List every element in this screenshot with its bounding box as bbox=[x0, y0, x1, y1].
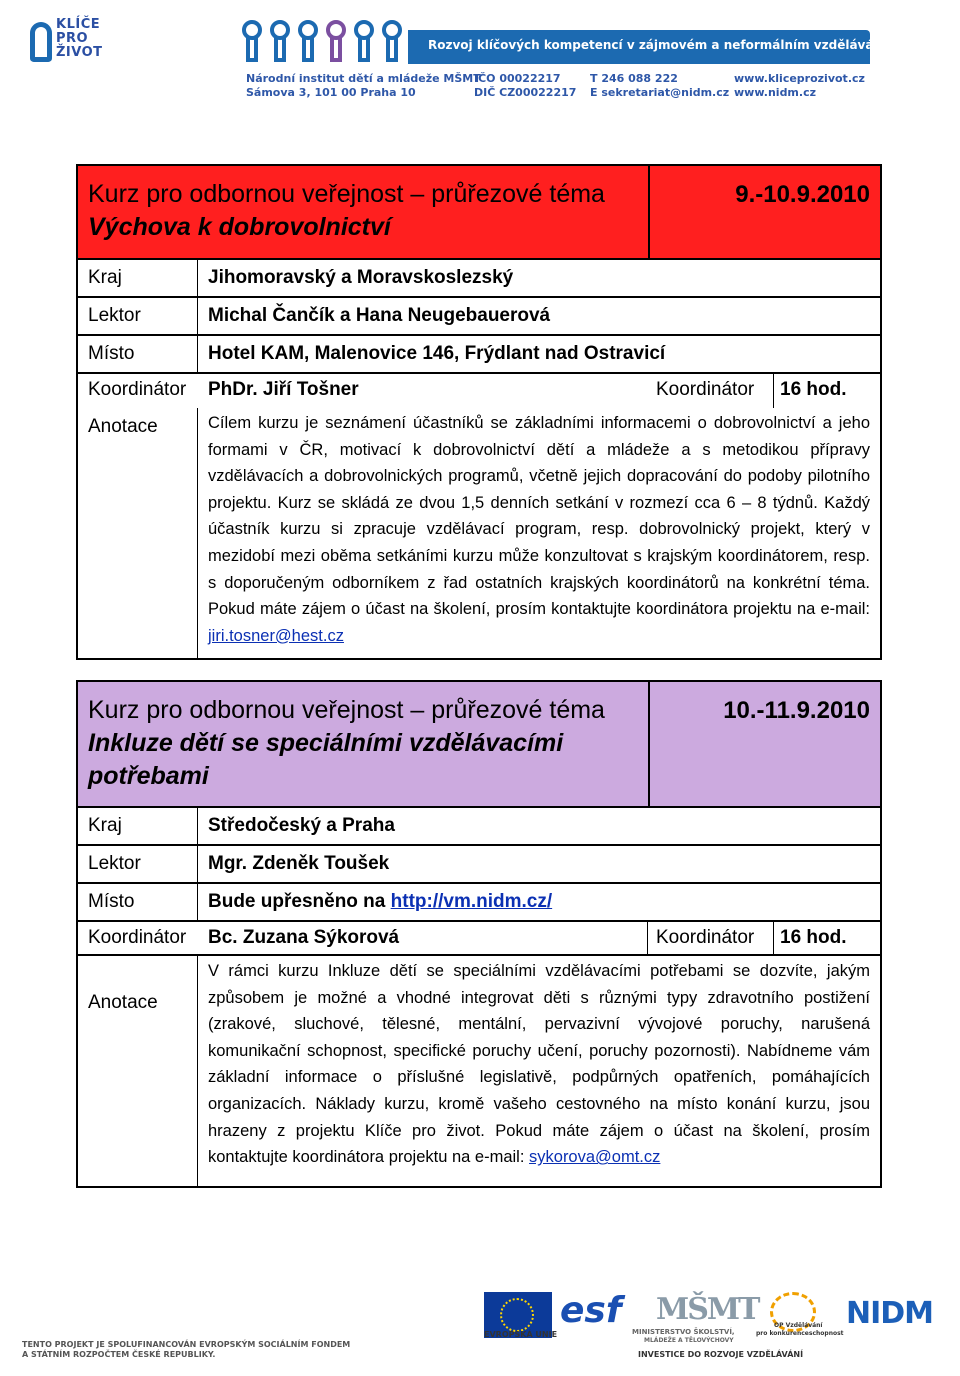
kraj-value: Jihomoravský a Moravskoslezský bbox=[208, 267, 514, 288]
esf-logo: esf bbox=[560, 1290, 622, 1331]
koordinator-value: PhDr. Jiří Tošner bbox=[208, 379, 359, 400]
footer-text bbox=[22, 1340, 350, 1360]
kraj-label: Kraj bbox=[78, 808, 198, 844]
course-date: 9.-10.9.2010 bbox=[735, 181, 870, 208]
figure-icon bbox=[240, 20, 264, 64]
course-title-line2: Výchova k dobrovolnictví bbox=[88, 213, 391, 241]
lektor-row bbox=[78, 298, 880, 336]
course-table bbox=[76, 680, 882, 1188]
info-line: IČO 00022217 bbox=[474, 72, 561, 85]
op-label-1: OP Vzdělávání bbox=[774, 1322, 823, 1329]
anotace-row bbox=[78, 408, 880, 658]
msmt-label-1: MINISTERSTVO ŠKOLSTVÍ, bbox=[632, 1328, 735, 1336]
lektor-value: Michal Čančík a Hana Neugebauerová bbox=[208, 305, 551, 326]
course-date: 10.-11.9.2010 bbox=[723, 697, 870, 724]
lektor-label: Lektor bbox=[78, 846, 198, 882]
koordinator-row bbox=[78, 922, 880, 956]
course-title-line1: Kurz pro odbornou veřejnost – průřezové téma bbox=[88, 180, 605, 208]
footer-line: A STÁTNÍM ROZPOČTEM ČESKÉ REPUBLIKY. bbox=[22, 1350, 216, 1359]
banner-text: Rozvoj klíčových kompetencí v zájmovém a neformálním vzdělávání bbox=[428, 38, 887, 52]
anotace-row bbox=[78, 956, 880, 1186]
koordinator-label: Koordinátor bbox=[88, 927, 187, 948]
info-line: www.kliceprozivot.cz bbox=[734, 72, 865, 85]
email-link[interactable]: sykorova@omt.cz bbox=[529, 1148, 661, 1167]
header-banner bbox=[408, 30, 887, 64]
course-title-line2: Inkluze dětí se speciálními vzdělávacími potřebami bbox=[88, 729, 564, 790]
course-title bbox=[78, 682, 650, 806]
figure-icon bbox=[268, 20, 292, 64]
invest-label: INVESTICE DO ROZVOJE VZDĚLÁVÁNÍ bbox=[638, 1350, 804, 1359]
course-table bbox=[76, 164, 882, 660]
footer-line: TENTO PROJEKT JE SPOLUFINANCOVÁN EVROPSKÝM SOCIÁLNÍM FONDEM bbox=[22, 1340, 351, 1349]
kraj-value: Středočeský a Praha bbox=[208, 815, 395, 836]
kraj-label: Kraj bbox=[78, 260, 198, 296]
kraj-row bbox=[78, 808, 880, 846]
misto-value: Hotel KAM, Malenovice 146, Frýdlant nad Ostravicí bbox=[208, 343, 666, 364]
anotace-body: V rámci kurzu Inkluze dětí se speciálními vzdělávacími potřebami se dozvíte, jakým způsobem je možné a vhodné integrovat děti s různými typy zdravotního postižení (zrakové, sluchové, tělesné, mentální, pervazivní vývojové poruchy, narušená komunikační schopnost, specifické poruchy učení, poruchy pozornosti). Nabídneme vám základní informace o příslušné legislativě, podpůrných opatřeních, pomáhajících organizacích. Náklady kurzu, kromě vašeho cestovného na místo konání kurzu, jsou hrazeny z projektu Klíče pro život. Pokud máte zájem o účast na školení, prosím kontaktujte koordinátora projektu na e-mail: bbox=[208, 962, 870, 1167]
koordinator-label-2: Koordinátor bbox=[648, 374, 774, 408]
key-icon bbox=[30, 22, 52, 62]
anotace-label: Anotace bbox=[78, 408, 198, 658]
course-title-line1: Kurz pro odbornou veřejnost – průřezové téma bbox=[88, 696, 605, 724]
misto-text: Bude upřesněno na bbox=[208, 891, 391, 912]
eu-label: EVROPSKÁ UNIE bbox=[484, 1330, 558, 1339]
koordinator-label-2: Koordinátor bbox=[648, 922, 774, 954]
figure-icon bbox=[296, 20, 320, 64]
msmt-label-2: MLÁDEŽE A TĚLOVÝCHOVY bbox=[644, 1337, 734, 1344]
lektor-value: Mgr. Zdeněk Toušek bbox=[208, 853, 390, 874]
logo-line: KLÍČE bbox=[56, 17, 101, 32]
info-line: E sekretariat@nidm.cz bbox=[590, 86, 730, 99]
info-line: Národní institut dětí a mládeže MŠMT bbox=[246, 72, 481, 85]
logo-line: PRO bbox=[56, 31, 89, 46]
key-figures-logo bbox=[240, 20, 410, 64]
hours-value: 16 hod. bbox=[780, 379, 847, 400]
email-link[interactable]: jiri.tosner@hest.cz bbox=[208, 626, 344, 645]
figure-icon bbox=[324, 20, 348, 64]
lektor-row bbox=[78, 846, 880, 884]
course-title-row bbox=[78, 166, 880, 260]
figure-icon bbox=[352, 20, 376, 64]
lektor-label: Lektor bbox=[78, 298, 198, 334]
figure-icon bbox=[380, 20, 404, 64]
info-line: T 246 088 222 bbox=[590, 72, 678, 85]
misto-label: Místo bbox=[78, 884, 198, 920]
page-header bbox=[0, 0, 960, 110]
misto-row bbox=[78, 336, 880, 374]
info-line: DIČ CZ00022217 bbox=[474, 86, 577, 99]
nidm-logo: NIDM bbox=[846, 1296, 934, 1331]
kraj-row bbox=[78, 260, 880, 298]
kp-logo bbox=[30, 17, 103, 66]
course-title-row bbox=[78, 682, 880, 808]
misto-row bbox=[78, 884, 880, 922]
header-info-col3 bbox=[590, 72, 729, 100]
anotace-body: Cílem kurzu je seznámení účastníků se základními informacemi o dobrovolnictví a jeho formami v ČR, motivací k dobrovolnictví dětí a mládeže a s metodikou přípravy vzdělávacích a dobrovolnických programů, včetně jejich dopracování do podoby pilotního projektu. Kurz se skládá ze dvou 1,5 denních setkání v rozmezí cca 6 – 8 týdnů. Každý účastník kurzu si zpracuje vzdělávací program, resp. dobrovolnický projekt, který v mezidobí mezi oběma setkáními kurzu může konzultovat s krajským koordinátorem, resp. s doporučeným odborníkem z řad ostatních krajských koordinátorů na konkrétní téma. Pokud máte zájem o účast na školení, prosím kontaktujte koordinátora projektu na e-mail: bbox=[208, 414, 870, 619]
op-label-2: pro konkurenceschopnost bbox=[756, 1330, 844, 1337]
anotace-text bbox=[198, 956, 880, 1186]
koordinator-value: Bc. Zuzana Sýkorová bbox=[198, 922, 648, 954]
koordinator-label: Koordinátor bbox=[88, 379, 187, 400]
misto-label: Místo bbox=[78, 336, 198, 372]
logo-line: ŽIVOT bbox=[56, 45, 103, 60]
eu-stars-icon bbox=[500, 1298, 534, 1332]
misto-value bbox=[198, 884, 880, 920]
koordinator-row bbox=[78, 374, 880, 408]
header-info-col4 bbox=[734, 72, 865, 100]
msmt-logo: MŠMT bbox=[656, 1292, 759, 1327]
web-link[interactable]: http://vm.nidm.cz/ bbox=[390, 891, 553, 912]
anotace-label: Anotace bbox=[78, 956, 198, 1186]
header-info-col1 bbox=[246, 72, 481, 100]
info-line: www.nidm.cz bbox=[734, 86, 817, 99]
anotace-text bbox=[198, 408, 880, 658]
header-info-col2 bbox=[474, 72, 576, 100]
hours-value: 16 hod. bbox=[780, 927, 847, 948]
info-line: Sámova 3, 101 00 Praha 10 bbox=[246, 86, 416, 99]
course-title bbox=[78, 166, 650, 258]
